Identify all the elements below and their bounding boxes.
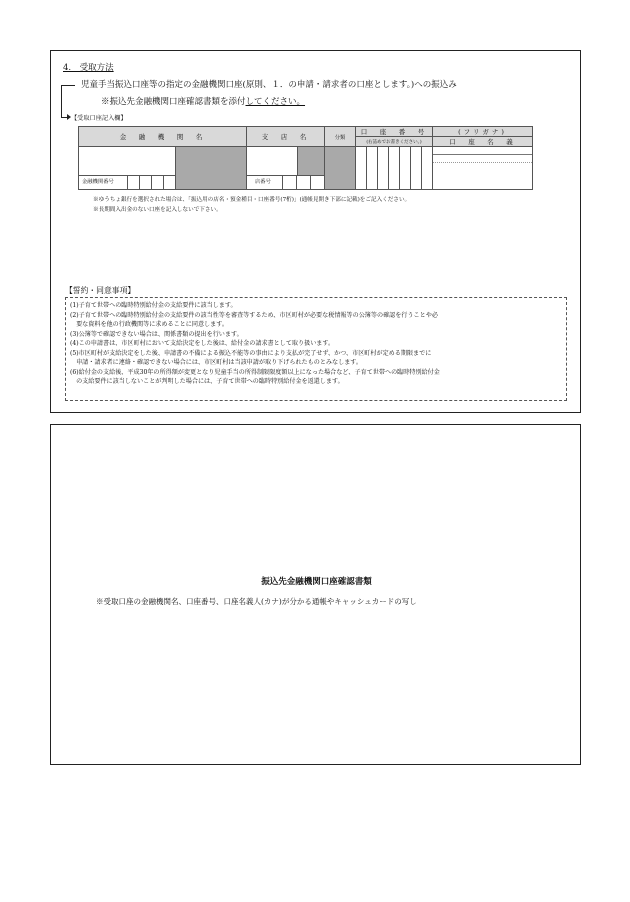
branch-name-header: 支 店 名: [247, 127, 325, 147]
section-title: 4. 受取方法: [63, 63, 114, 73]
pledge-item: (6)給付金の支給後、平成30年の所得額が変更となり児童手当の所得制限限度額以上になった場合など、子育て世帯への臨時特別給付金: [70, 368, 440, 376]
bracket-line: [61, 85, 75, 86]
bank-code-digit[interactable]: [127, 176, 139, 189]
pledge-item: (5)市区町村が支給決定をした後、申請書の不備による振込不能等の事由により支払が完了せず、かつ、市区町村が定める期限までに: [70, 349, 432, 357]
receipt-method-section: [50, 50, 581, 413]
account-digit-2[interactable]: [367, 147, 378, 190]
dormant-account-note: ※長期間入出金のない口座を記入しないで下さい。: [93, 207, 222, 213]
branch-code-digit[interactable]: [296, 176, 310, 189]
pledge-item: (4)この申請書は、市区町村において支給決定をした後は、給付金の請求書として取り扱います。: [70, 340, 335, 347]
account-table-label: 【受取口座記入欄】: [71, 115, 127, 122]
account-entry-table: [78, 126, 533, 190]
transfer-method-text: 児童手当振込口座等の指定の金融機関口座(原則、１．の申請・請求者の口座とします。)への振込み: [81, 80, 457, 90]
category-field[interactable]: [325, 147, 356, 190]
account-number-header: 口 座 番 号: [356, 127, 433, 137]
pledge-item: の支給要件に該当しないことが判明した場合には、子育て世帯への臨時特別給付金を返還します。: [70, 378, 344, 385]
bracket-line: [61, 85, 62, 117]
pledge-title: 【誓約・同意事項】: [65, 286, 136, 295]
attachment-instruction-b: してください。: [245, 97, 306, 107]
attachment-description: ※受取口座の金融機関名、口座番号、口座名義人(カナ)が分かる通帳やキャッシュカードの写し: [96, 597, 417, 606]
account-digit-6[interactable]: [411, 147, 422, 190]
pledge-item: 要な資料を他の行政機関等に求めることに同意します。: [70, 321, 228, 328]
bank-code-label: 金融機関番号: [82, 178, 114, 185]
account-holder-header: 口 座 名 義: [433, 137, 533, 147]
account-digit-4[interactable]: [389, 147, 400, 190]
branch-type-shaded: [298, 147, 325, 176]
pledge-item: (1)子育て世帯への臨時特別給付金の支給要件に該当します。: [70, 302, 237, 309]
account-number-note: (右詰めでお書きください。): [356, 137, 433, 147]
account-digit-7[interactable]: [422, 147, 433, 190]
branch-name-field[interactable]: [247, 147, 298, 176]
account-digit-5[interactable]: [400, 147, 411, 190]
pledge-item: (3)公簿等で確認できない場合は、関係書類の提出を行います。: [70, 330, 243, 338]
branch-code-digit[interactable]: [282, 176, 296, 189]
bank-code-digit[interactable]: [139, 176, 151, 189]
bank-name-header: 金 融 機 関 名: [79, 127, 247, 147]
attachment-title: 振込先金融機関口座確認書類: [261, 577, 372, 587]
attachment-instruction: [101, 98, 305, 107]
category-header: 分類: [325, 127, 356, 147]
bank-code-digit[interactable]: [151, 176, 163, 189]
pledge-list: [65, 297, 567, 401]
account-digit-3[interactable]: [378, 147, 389, 190]
yucho-note: ※ゆうちょ銀行を選択された場合は、「振込用の店名・預金種目・口座番号(7桁)」(通帳見開き下部に記載)をご記入ください。: [93, 197, 411, 203]
branch-code-label: 店番号: [255, 178, 271, 185]
bank-type-shaded: [176, 147, 247, 190]
pledge-item: (2)子育て世帯への臨時特別給付金の支給要件の該当性等を審査等するため、市区町村が必要な税情報等の公簿等の確認を行うことや必: [70, 311, 438, 319]
account-digit-1[interactable]: [356, 147, 367, 190]
branch-code-digit[interactable]: [310, 176, 324, 189]
bank-name-field[interactable]: [79, 147, 176, 176]
attachment-area: [50, 424, 581, 765]
bank-code-digit[interactable]: [163, 176, 175, 189]
account-holder-field[interactable]: [433, 147, 533, 190]
attachment-instruction-a: ※振込先金融機関口座確認書類を添付: [101, 97, 246, 107]
pledge-item: 申請・請求者に連絡・確認できない場合には、市区町村は当該申請が取り下げられたものとみなします。: [70, 359, 363, 366]
furigana-header: (フリガナ): [433, 127, 533, 137]
